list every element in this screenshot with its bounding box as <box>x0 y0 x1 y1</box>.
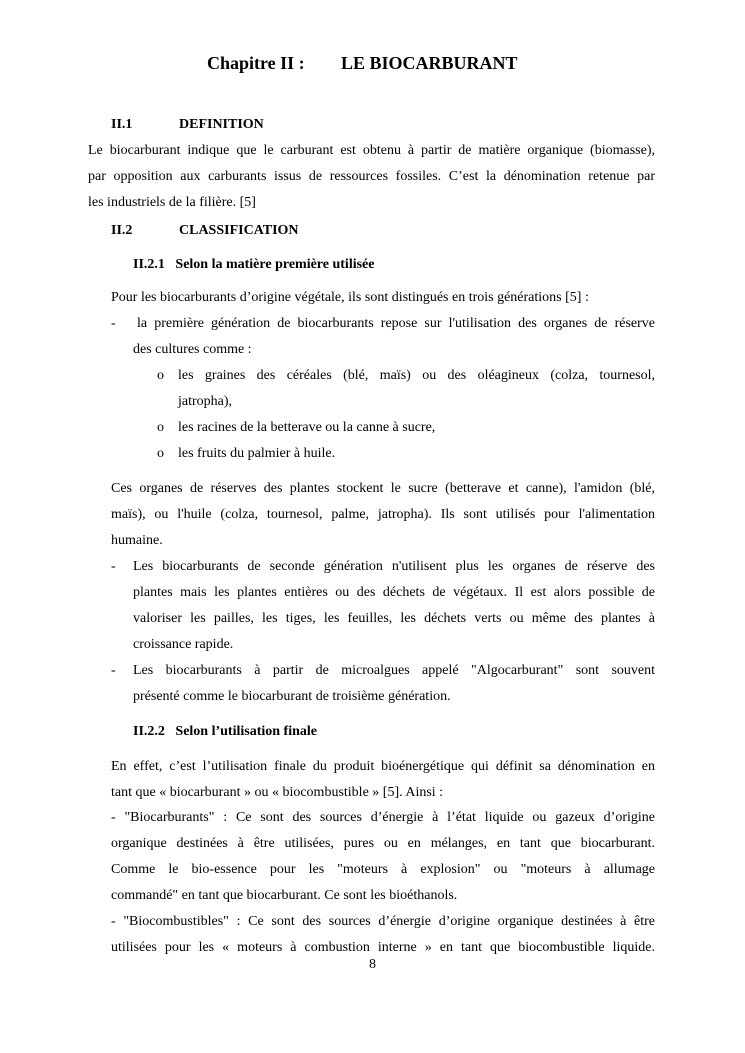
subsection-number: II.2.2 <box>133 724 165 739</box>
definition-line-3: les industriels de la filière. [5] <box>88 195 256 210</box>
circle-bullet: o <box>157 420 164 435</box>
reserve-para-line-2: maïs), ou l'huile (colza, tournesol, palme, jatropha). Ils sont utilisés pour l'alimentation <box>111 507 655 522</box>
second-gen-line-4: croissance rapide. <box>133 637 234 652</box>
first-gen-line-2: des cultures comme : <box>133 342 252 357</box>
first-gen-line-1: la première génération de biocarburants repose sur l'utilisation des organes de réserve <box>137 316 655 331</box>
third-gen-line-2: présenté comme le biocarburant de troisième génération. <box>133 689 451 704</box>
page-number: 8 <box>369 957 376 972</box>
biocombustibles-line-2: utilisées pour les « moteurs à combustion interne » en tant que biocombustible liquide. <box>111 940 655 955</box>
chapter-label: Chapitre II : <box>207 53 305 73</box>
section-number: II.2 <box>111 223 133 238</box>
sub-item-1-line-2: jatropha), <box>178 394 233 409</box>
section-title: CLASSIFICATION <box>179 223 299 238</box>
sub-item-1-line-1: les graines des céréales (blé, maïs) ou des oléagineux (colza, tournesol, <box>178 368 655 383</box>
circle-bullet: o <box>157 368 164 383</box>
reserve-para-line-3: humaine. <box>111 533 163 548</box>
section-number: II.1 <box>111 117 133 132</box>
section-title: DEFINITION <box>179 117 264 132</box>
dash-bullet: - <box>111 663 116 678</box>
circle-bullet: o <box>157 446 164 461</box>
biocarburants-line-3: Comme le bio-essence pour les "moteurs à explosion" ou "moteurs à allumage <box>111 862 655 877</box>
subsection-title: Selon l’utilisation finale <box>175 724 317 739</box>
definition-line-2: par opposition aux carburants issus de ressources fossiles. C’est la dénomination retenue par <box>88 169 655 184</box>
biocarburants-line-4: commandé" en tant que biocarburant. Ce sont les bioéthanols. <box>111 888 458 903</box>
biocarburants-line-2: organique destinées à être utilisées, pures ou en mélanges, en tant que biocarburant. <box>111 836 655 851</box>
chapter-name: LE BIOCARBURANT <box>341 53 518 73</box>
subsection-title: Selon la matière première utilisée <box>175 257 375 272</box>
second-gen-line-3: valoriser les pailles, les tiges, les feuilles, les déchets verts ou même des plantes à <box>133 611 655 626</box>
second-gen-line-1: Les biocarburants de seconde génération n'utilisent plus les organes de réserve des <box>133 559 655 574</box>
subsection-heading-2 <box>133 724 317 740</box>
definition-line-1: Le biocarburant indique que le carburant est obtenu à partir de matière organique (biomasse), <box>88 143 655 158</box>
second-gen-line-2: plantes mais les plantes entières ou des déchets de végétaux. Il est alors possible de <box>133 585 655 600</box>
biocarburants-line-1: - "Biocarburants" : Ce sont des sources d’énergie à l’état liquide ou gazeux d’origine <box>111 810 655 825</box>
sub-item-2: les racines de la betterave ou la canne à sucre, <box>178 420 436 435</box>
dash-bullet: - <box>111 316 116 331</box>
third-gen-line-1: Les biocarburants à partir de microalgues appelé "Algocarburant" sont souvent <box>133 663 655 678</box>
dash-bullet: - <box>111 559 116 574</box>
reserve-para-line-1: Ces organes de réserves des plantes stockent le sucre (betterave et canne), l'amidon (blé, <box>111 481 655 496</box>
usage-para-line-1: En effet, c’est l’utilisation finale du produit bioénergétique qui définit sa dénomination en <box>111 759 655 774</box>
biocombustibles-line-1: - "Biocombustibles" : Ce sont des sources d’énergie d’origine organique destinées à être <box>111 914 655 929</box>
subsection-number: II.2.1 <box>133 257 165 272</box>
sub-item-3: les fruits du palmier à huile. <box>178 446 336 461</box>
subsection-heading-1 <box>133 257 374 273</box>
usage-para-line-2: tant que « biocarburant » ou « biocombustible » [5]. Ainsi : <box>111 785 444 800</box>
generations-intro: Pour les biocarburants d’origine végétale, ils sont distingués en trois générations [5] : <box>111 290 589 305</box>
